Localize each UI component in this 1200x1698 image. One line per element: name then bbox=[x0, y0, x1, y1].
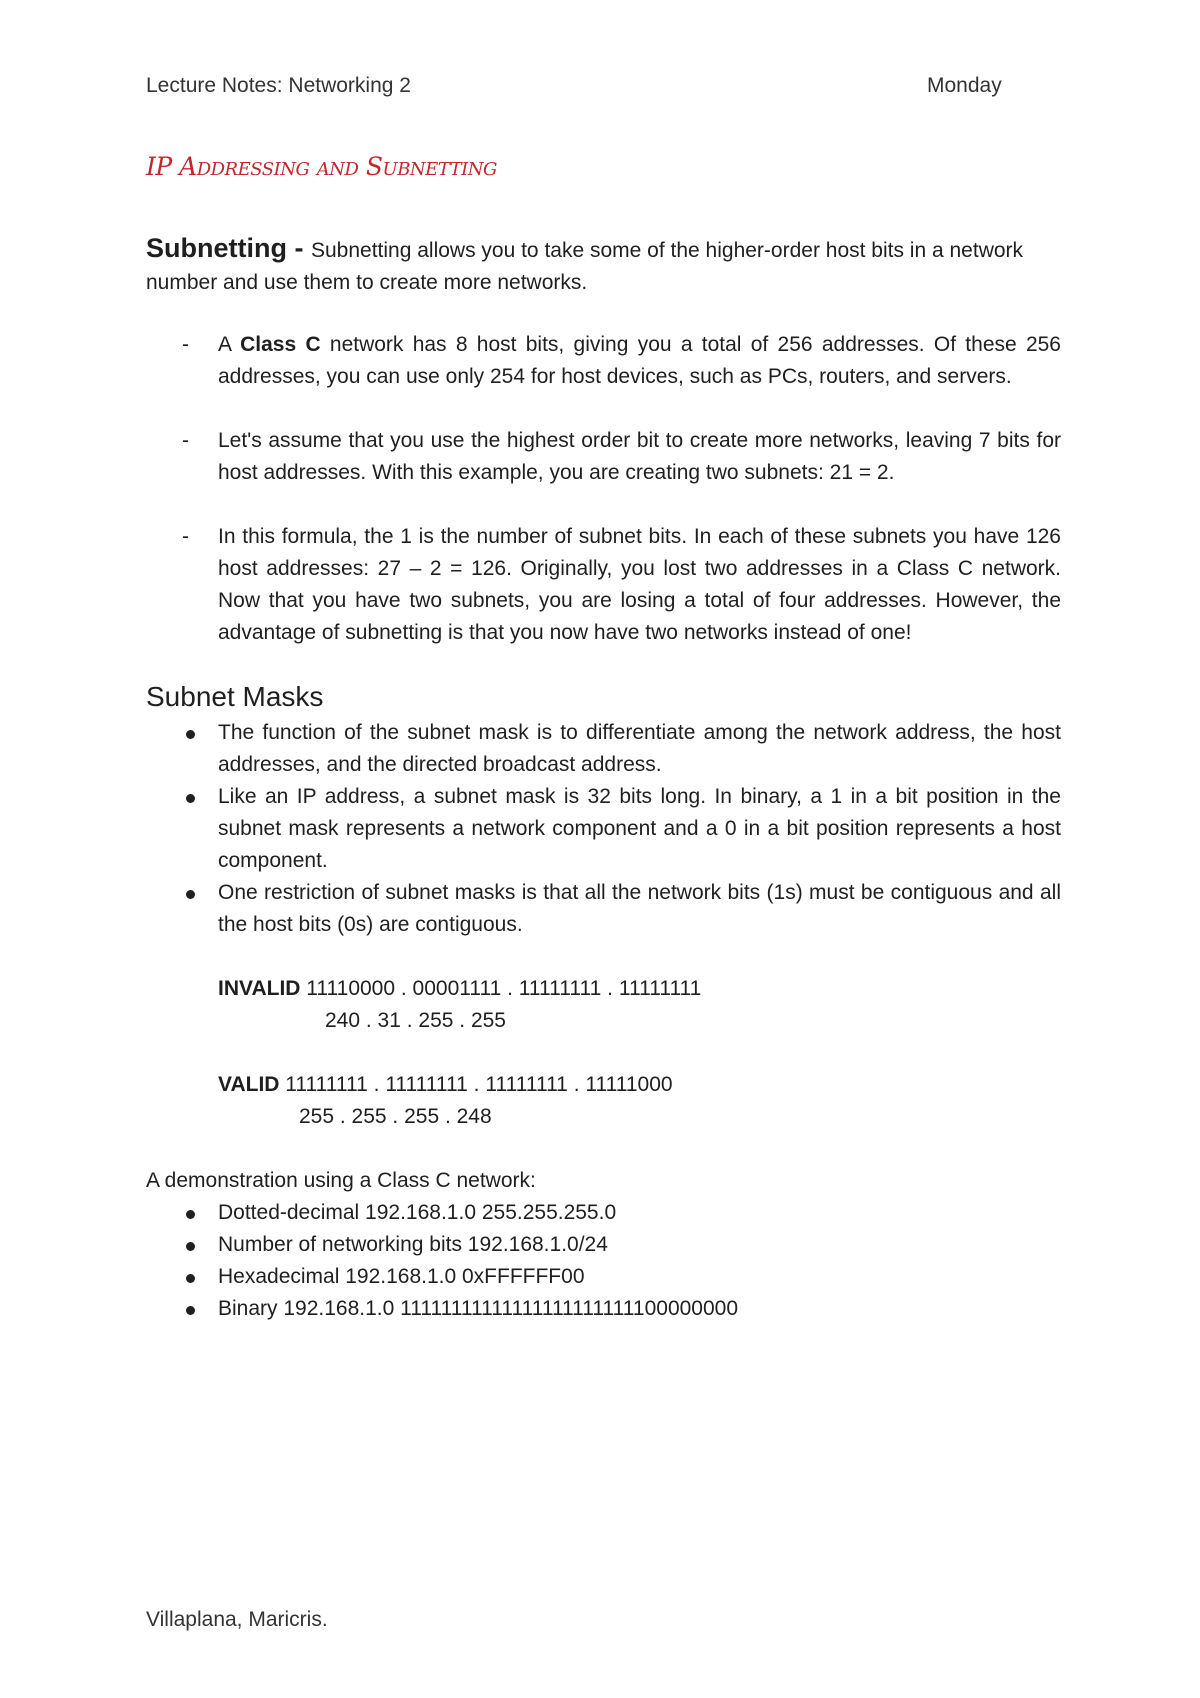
valid-mask-binary bbox=[218, 1069, 1061, 1101]
valid-label: VALID bbox=[218, 1073, 280, 1096]
item-text: Dotted-decimal 192.168.1.0 255.255.255.0 bbox=[218, 1201, 617, 1224]
spacer bbox=[218, 1037, 1061, 1069]
bullet-icon bbox=[186, 794, 195, 803]
footer-author: Villaplana, Maricris. bbox=[146, 1608, 328, 1631]
bullet-list bbox=[146, 717, 1061, 941]
item-text: One restriction of subnet masks is that all the network bits (1s) must be contiguous and all the host bits (0s) are contiguous. bbox=[218, 881, 1061, 936]
intro-term: Subnetting - bbox=[146, 233, 311, 263]
invalid-label: INVALID bbox=[218, 977, 301, 1000]
dash-list bbox=[146, 329, 1061, 649]
mask-examples bbox=[218, 973, 1061, 1133]
page-title: IP Addressing and Subnetting bbox=[146, 152, 497, 181]
bullet-icon bbox=[186, 890, 195, 899]
item-text: network has 8 host bits, giving you a total of 256 addresses. Of these 256 addresses, you can use only 254 for host devices, such as PCs, routers, and servers. bbox=[218, 333, 1061, 388]
list-item bbox=[146, 329, 1061, 393]
item-text: A bbox=[218, 333, 241, 356]
header-course: Lecture Notes: Networking 2 bbox=[146, 74, 411, 97]
bullet-icon bbox=[186, 1274, 195, 1283]
valid-binary: 11111111 . 11111111 . 11111111 . 11111000 bbox=[279, 1073, 673, 1096]
list-item bbox=[146, 1197, 1061, 1229]
item-text: The function of the subnet mask is to differentiate among the network address, the host addresses, and the directed broadcast address. bbox=[218, 721, 1061, 776]
list-item bbox=[146, 425, 1061, 489]
bullet-icon bbox=[186, 1210, 195, 1219]
header-day: Monday bbox=[927, 74, 1002, 97]
item-text: Let's assume that you use the highest order bit to create more networks, leaving 7 bits for host addresses. With this example, you are creating two subnets: 21 = 2. bbox=[218, 429, 1061, 484]
dash-marker: - bbox=[182, 525, 189, 548]
bullet-icon bbox=[186, 730, 195, 739]
list-item bbox=[146, 521, 1061, 649]
main-content bbox=[146, 232, 1061, 1325]
dash-marker: - bbox=[182, 429, 189, 452]
demo-intro: A demonstration using a Class C network: bbox=[146, 1169, 536, 1192]
list-item bbox=[146, 717, 1061, 781]
bullet-icon bbox=[186, 1306, 195, 1315]
item-text: Like an IP address, a subnet mask is 32 bits long. In binary, a 1 in a bit position in the subnet mask represents a network component and a 0 in a bit position represents a host component. bbox=[218, 785, 1061, 872]
valid-mask-decimal: 255 . 255 . 255 . 248 bbox=[299, 1105, 492, 1128]
list-item bbox=[146, 877, 1061, 941]
intro-paragraph bbox=[146, 232, 1061, 299]
intro-text: Subnetting allows you to take some of the higher-order host bits in a network number and use them to create more networks. bbox=[146, 239, 1024, 294]
section-heading-subnet-masks: Subnet Masks bbox=[146, 681, 324, 712]
demo-list bbox=[146, 1197, 1061, 1325]
list-item bbox=[146, 1261, 1061, 1293]
dash-marker: - bbox=[182, 333, 189, 356]
list-item bbox=[146, 1293, 1061, 1325]
item-text: Number of networking bits 192.168.1.0/24 bbox=[218, 1233, 608, 1256]
list-item bbox=[146, 781, 1061, 877]
invalid-binary: 11110000 . 00001111 . 11111111 . 11111111 bbox=[300, 977, 702, 1000]
item-text: In this formula, the 1 is the number of subnet bits. In each of these subnets you have 126 host addresses: 27 – 2 = 126. Originally, you lost two addresses in a Class C network. Now that you have two subnets, you are losing a total of four addresses. However, the advantage of subnetting is that you now have two networks instead of one! bbox=[218, 525, 1061, 644]
invalid-mask-decimal: 240 . 31 . 255 . 255 bbox=[325, 1009, 506, 1032]
item-text: Hexadecimal 192.168.1.0 0xFFFFFF00 bbox=[218, 1265, 585, 1288]
item-bold: Class C bbox=[240, 333, 321, 356]
list-item bbox=[146, 1229, 1061, 1261]
item-text: Binary 192.168.1.0 11111111111111111111111100000000 bbox=[218, 1297, 739, 1320]
bullet-icon bbox=[186, 1242, 195, 1251]
invalid-mask-binary bbox=[218, 973, 1061, 1005]
